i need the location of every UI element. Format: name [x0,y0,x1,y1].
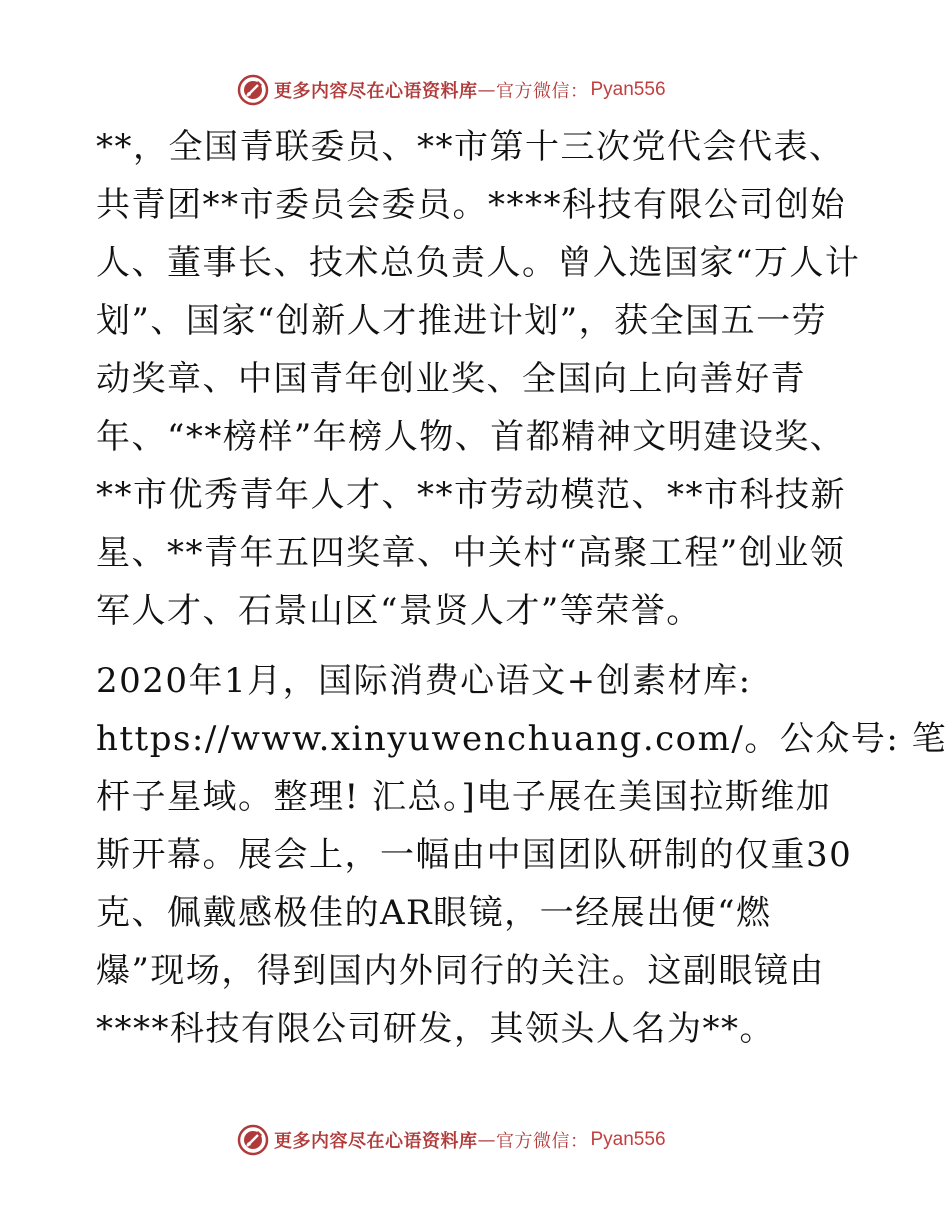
text-line: 爆”现场，得到国内外同行的关注。这副眼镜由 [96,951,825,991]
text-line: **市优秀青年人才、**市劳动模范、**市科技新 [96,475,846,515]
text-line: 共青团**市委员会委员。****科技有限公司创始 [96,185,846,225]
document-body [96,118,948,1058]
paragraph-1 [96,118,861,640]
text-line: https://www.xinyuwenchuang.com/。公众号: 笔 [96,719,948,759]
watermark-contact-id: Pyan556 [590,79,666,100]
watermark-contact-label: 官方微信： [496,81,589,102]
watermark-dash: — [477,1129,496,1151]
text-line: 2020年1月，国际消费心语文+创素材库: [96,661,752,701]
text-line: 杆子星域。整理! 汇总。]电子展在美国拉斯维加 [96,777,832,817]
text-line: 克、佩戴感极佳的AR眼镜，一经展出便“燃 [96,893,772,933]
text-line: 动奖章、中国青年创业奖、全国向上向善好青 [96,359,806,399]
header-watermark [236,72,666,108]
pen-seal-icon [236,1123,270,1157]
text-line: 军人才、石景山区“景贤人才”等荣誉。 [96,591,702,631]
footer-watermark [236,1122,666,1158]
paragraph-2 [96,652,948,1058]
text-line: 人、董事长、技术总负责人。曾入选国家“万人计 [96,243,861,283]
paragraph-spacer [96,640,856,652]
text-line: 星、**青年五四奖章、中关村“高聚工程”创业领 [96,533,846,573]
watermark-brand: 更多内容尽在心语资料库 [274,81,478,102]
watermark-dash: — [477,79,496,101]
text-line: 斯开幕。展会上，一幅由中国团队研制的仅重30 [96,835,853,875]
pen-seal-icon [236,73,270,107]
watermark-contact-id: Pyan556 [590,1129,666,1150]
text-line: 划”、国家“创新人才推进计划”，获全国五一劳 [96,301,828,341]
watermark-contact-label: 官方微信： [496,1131,589,1152]
text-line: 年、“**榜样”年榜人物、首都精神文明建设奖、 [96,417,846,457]
text-line: ****科技有限公司研发，其领头人名为**。 [96,1009,775,1049]
watermark-brand: 更多内容尽在心语资料库 [274,1131,478,1152]
text-line: **，全国青联委员、**市第十三次党代会代表、 [96,127,845,167]
